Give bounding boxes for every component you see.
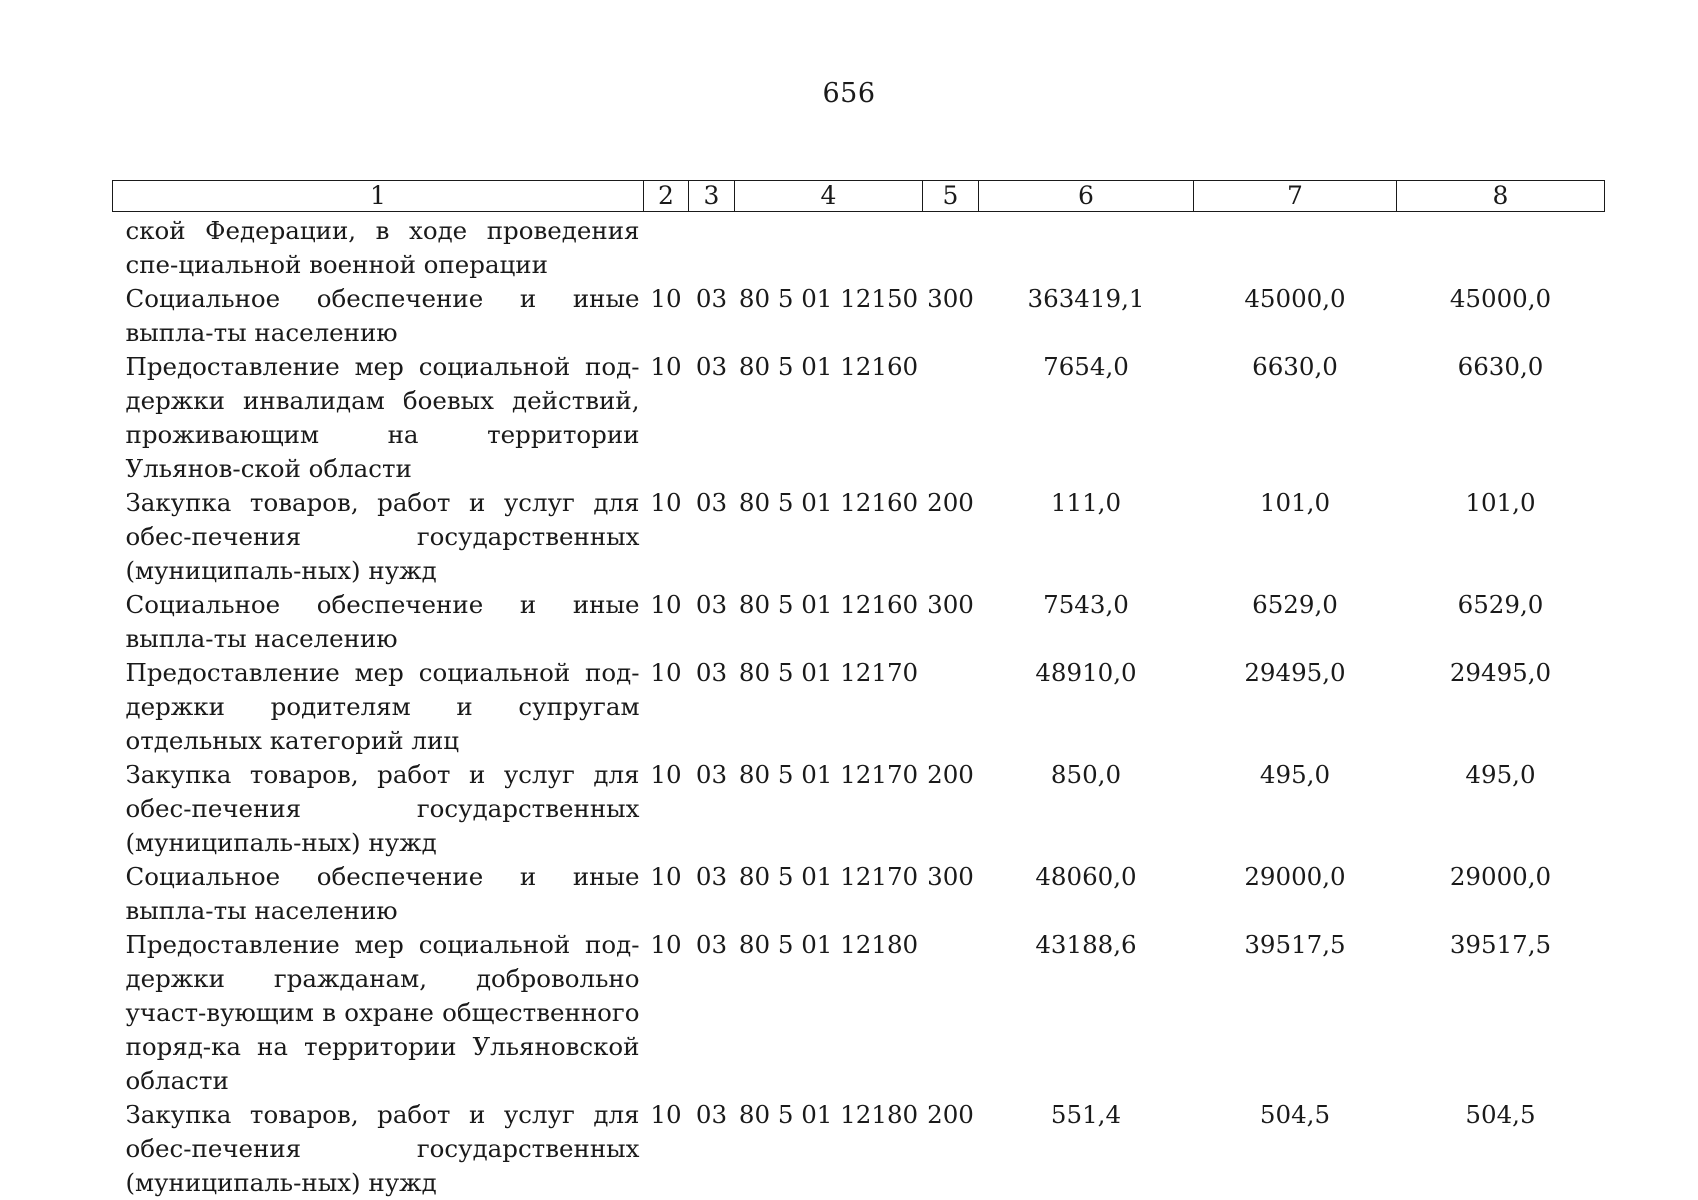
section-code: 10 [650,658,682,687]
subsection-code: 03 [695,658,728,687]
amount-col-7: 504,5 [1259,1100,1331,1129]
amount-col-7: 6630,0 [1252,352,1338,381]
row-description: Закупка товаров, работ и услуг для обес-печения государственных (муниципаль-ных) нужд [125,488,640,585]
row-description: Предоставление мер социальной под-держки инвалидам боевых действий, проживающим на территории Ульянов-ской области [125,352,640,483]
table-header [113,181,1605,212]
subsection-code: 03 [695,862,728,891]
header-col-3: 3 [689,181,735,212]
expense-type-code: 200 [927,760,974,789]
section-code: 10 [650,930,682,959]
header-col-6: 6 [979,181,1194,212]
amount-col-6: 48060,0 [1035,862,1137,891]
table-row [113,758,1605,860]
target-article-code: 80 5 01 12180 [738,930,919,959]
target-article-code: 80 5 01 12180 [738,1100,919,1129]
amount-col-6: 363419,1 [1027,284,1145,313]
expense-type-code: 300 [927,284,974,313]
amount-col-8: 504,5 [1465,1100,1536,1129]
section-code: 10 [650,1100,682,1129]
table-row [113,282,1605,350]
amount-col-8 [1397,212,1605,283]
expense-type-code [923,656,979,758]
amount-col-8: 6529,0 [1457,590,1544,619]
amount-col-7 [1194,212,1397,283]
budget-table [112,180,1605,1200]
section-code: 10 [650,488,682,517]
amount-col-7: 495,0 [1259,760,1331,789]
subsection-code: 03 [695,590,728,619]
subsection-code [689,212,735,283]
subsection-code: 03 [695,1100,728,1129]
section-code: 10 [650,284,682,313]
subsection-code: 03 [695,760,728,789]
table-row [113,1098,1605,1200]
subsection-code: 03 [695,488,728,517]
target-article-code: 80 5 01 12150 [738,284,919,313]
expense-type-code [923,350,979,486]
row-description: ской Федерации, в ходе проведения спе-циальной военной операции [125,216,640,279]
amount-col-8: 495,0 [1465,760,1536,789]
amount-col-6: 7543,0 [1043,590,1129,619]
row-description: Закупка товаров, работ и услуг для обес-печения государственных (муниципаль-ных) нужд [125,760,640,857]
table-row [113,212,1605,283]
target-article-code: 80 5 01 12160 [738,352,919,381]
subsection-code: 03 [695,284,728,313]
subsection-code: 03 [695,930,728,959]
row-description: Социальное обеспечение и иные выпла-ты населению [125,862,640,925]
amount-col-8: 39517,5 [1449,930,1552,959]
header-col-8: 8 [1397,181,1605,212]
header-col-5: 5 [923,181,979,212]
header-col-2: 2 [644,181,689,212]
budget-table-container [112,180,1604,1200]
target-article-code: 80 5 01 12170 [738,862,919,891]
amount-col-6: 850,0 [1050,760,1122,789]
row-description: Предоставление мер социальной под-держки родителям и супругам отдельных категорий лиц [125,658,640,755]
row-description: Социальное обеспечение и иные выпла-ты населению [125,284,640,347]
amount-col-6: 551,4 [1050,1100,1122,1129]
header-col-1: 1 [113,181,644,212]
subsection-code: 03 [695,352,728,381]
expense-type-code: 200 [927,488,974,517]
target-article-code: 80 5 01 12160 [738,590,919,619]
section-code: 10 [650,862,682,891]
expense-type-code: 200 [927,1100,974,1129]
header-row [113,181,1605,212]
amount-col-7: 101,0 [1259,488,1331,517]
section-code [644,212,689,283]
amount-col-7: 45000,0 [1244,284,1346,313]
amount-col-6: 43188,6 [1035,930,1137,959]
expense-type-code: 300 [927,590,974,619]
row-description: Закупка товаров, работ и услуг для обес-печения государственных (муниципаль-ных) нужд [125,1100,640,1197]
table-row [113,486,1605,588]
amount-col-6: 111,0 [1050,488,1122,517]
target-article-code: 80 5 01 12160 [738,488,919,517]
section-code: 10 [650,590,682,619]
header-col-7: 7 [1194,181,1397,212]
amount-col-6: 7654,0 [1043,352,1129,381]
table-row [113,928,1605,1098]
amount-col-6: 48910,0 [1035,658,1137,687]
table-row [113,656,1605,758]
expense-type-code [923,928,979,1098]
amount-col-7: 39517,5 [1244,930,1346,959]
amount-col-8: 101,0 [1465,488,1536,517]
table-body [113,212,1605,1200]
amount-col-7: 29000,0 [1244,862,1346,891]
expense-type-code: 300 [927,862,974,891]
amount-col-7: 29495,0 [1244,658,1346,687]
table-row [113,860,1605,928]
amount-col-8: 29495,0 [1449,658,1552,687]
amount-col-7: 6529,0 [1252,590,1338,619]
amount-col-8: 29000,0 [1449,862,1552,891]
expense-type-code [923,212,979,283]
amount-col-8: 45000,0 [1449,284,1552,313]
table-row [113,350,1605,486]
table-row [113,588,1605,656]
header-col-4: 4 [735,181,923,212]
target-article-code: 80 5 01 12170 [738,658,919,687]
amount-col-8: 6630,0 [1457,352,1544,381]
amount-col-6 [979,212,1194,283]
target-article-code [735,212,923,283]
page-number: 656 [822,78,876,109]
section-code: 10 [650,760,682,789]
target-article-code: 80 5 01 12170 [738,760,919,789]
section-code: 10 [650,352,682,381]
row-description: Предоставление мер социальной под-держки гражданам, добровольно участ-вующим в охране общественного поряд-ка на территории Ульяновской области [125,930,640,1095]
row-description: Социальное обеспечение и иные выпла-ты населению [125,590,640,653]
